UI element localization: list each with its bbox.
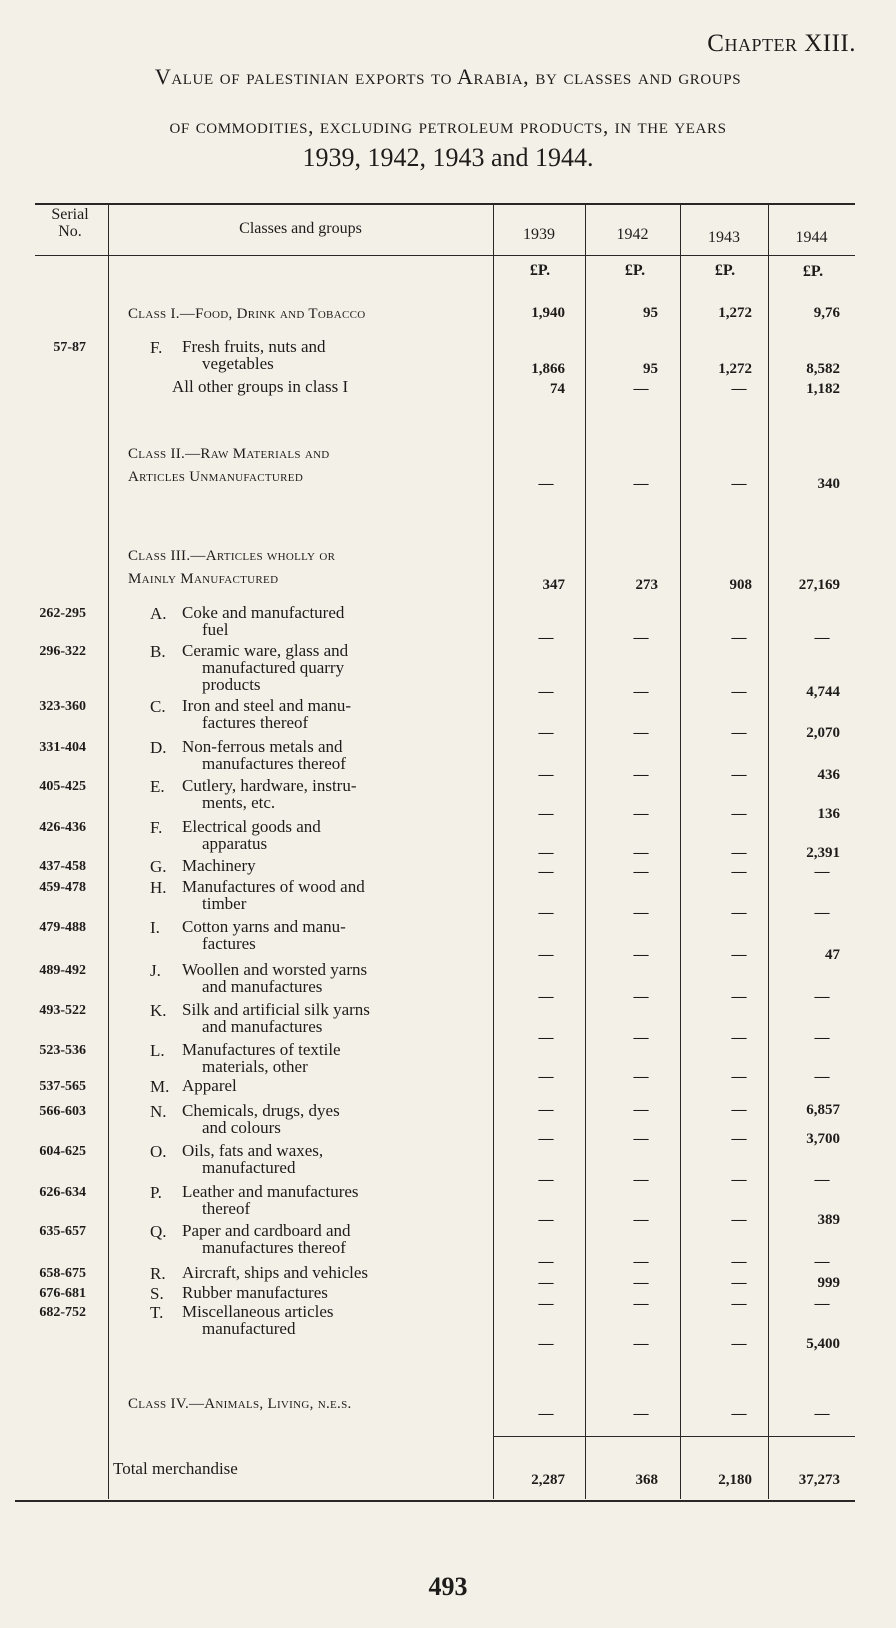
serial-number: 426-436 (39, 820, 86, 835)
value-1942: — (633, 684, 649, 700)
group-label: Woollen and worsted yarns (182, 960, 368, 979)
value-1939: 1,866 (531, 361, 565, 377)
group-label: Manufactures of wood and (182, 877, 365, 896)
value-1944: 136 (817, 806, 840, 822)
group-letter: L. (150, 1041, 165, 1060)
total-label: Total merchandise (113, 1459, 238, 1478)
value-1942: — (633, 806, 649, 822)
group-letter: M. (150, 1077, 170, 1096)
value-1944: 37,273 (798, 1472, 840, 1488)
value-1939: 1,940 (531, 305, 565, 321)
group-label: Electrical goods and (182, 817, 321, 836)
value-1944: 389 (817, 1212, 840, 1228)
value-1942: — (633, 1030, 649, 1046)
value-1944: 436 (817, 767, 840, 783)
serial-number: 626-634 (39, 1185, 86, 1200)
value-1944: 2,070 (806, 725, 840, 741)
group-label: factures thereof (202, 713, 309, 732)
group-label: and colours (202, 1118, 281, 1137)
group-label: manufactures thereof (202, 1238, 346, 1257)
class-heading: Class IV.—Animals, Living, n.e.s. (128, 1396, 352, 1412)
value-1942: — (633, 1069, 649, 1085)
header-year-1944: 1944 (795, 229, 828, 246)
value-1942: — (633, 1212, 649, 1228)
group-label: Cotton yarns and manu- (182, 917, 346, 936)
unit-label: £P. (714, 262, 736, 279)
value-1942: — (633, 1102, 649, 1118)
serial-number: 566-603 (39, 1104, 86, 1119)
group-letter: O. (150, 1142, 167, 1161)
group-letter: T. (150, 1303, 164, 1322)
column-divider (585, 203, 586, 1499)
title-line-2: of commodities, excluding petroleum products, in the years (169, 114, 727, 138)
unit-label: £P. (624, 262, 646, 279)
group-letter: F. (150, 338, 163, 357)
value-1943: — (731, 989, 747, 1005)
chapter-heading: Chapter XIII. (707, 30, 856, 57)
value-1944: — (814, 905, 830, 921)
serial-number: 296-322 (39, 644, 86, 659)
value-1944: 9,76 (813, 305, 840, 321)
value-1942: — (633, 1406, 649, 1422)
group-letter: C. (150, 697, 166, 716)
group-letter: D. (150, 738, 167, 757)
group-label: Oils, fats and waxes, (182, 1141, 324, 1160)
group-label: Manufactures of textile (182, 1040, 341, 1059)
value-1943: — (731, 1406, 747, 1422)
value-1943: — (731, 806, 747, 822)
value-1943: — (731, 1336, 747, 1352)
value-1942: — (633, 1275, 649, 1291)
value-1944: 1,182 (806, 381, 840, 397)
header-serial-line: Serial (51, 206, 89, 223)
class-heading: Class II.—Raw Materials and (128, 446, 330, 462)
table-bottom-rule (15, 1500, 855, 1502)
group-letter: B. (150, 642, 166, 661)
group-label: Aircraft, ships and vehicles (182, 1263, 368, 1282)
value-1943: — (731, 864, 747, 880)
group-label: Machinery (182, 856, 256, 875)
group-label: timber (202, 894, 247, 913)
value-1942: — (633, 1172, 649, 1188)
value-1944: — (814, 1069, 830, 1085)
column-divider (108, 203, 109, 1499)
serial-number: 479-488 (39, 920, 86, 935)
group-label: manufactured (202, 1319, 296, 1338)
value-1939: — (538, 630, 554, 646)
value-1942: — (633, 1254, 649, 1270)
value-1944: — (814, 1030, 830, 1046)
value-1939: — (538, 1254, 554, 1270)
value-1943: 908 (729, 577, 752, 593)
group-letter: G. (150, 857, 167, 876)
header-year-1943: 1943 (708, 229, 740, 246)
group-label: Silk and artificial silk yarns (182, 1000, 370, 1019)
value-1942: — (633, 767, 649, 783)
value-1943: — (731, 1069, 747, 1085)
value-1939: — (538, 1131, 554, 1147)
value-1942: — (633, 1296, 649, 1312)
group-label: apparatus (202, 834, 268, 853)
value-1944: — (814, 989, 830, 1005)
serial-number: 323-360 (39, 699, 86, 714)
group-label: factures (202, 934, 256, 953)
group-label: Chemicals, drugs, dyes (182, 1101, 340, 1120)
value-1943: — (731, 845, 747, 861)
serial-number: 57-87 (53, 340, 86, 355)
serial-number: 493-522 (39, 1003, 86, 1018)
group-label: fuel (202, 620, 229, 639)
value-1944: 2,391 (806, 845, 840, 861)
group-label: manufactured quarry (202, 658, 345, 677)
value-1942: — (633, 1131, 649, 1147)
serial-number: 604-625 (39, 1144, 86, 1159)
unit-label: £P. (802, 263, 824, 280)
value-1939: — (538, 1275, 554, 1291)
header-classes: Classes and groups (239, 220, 362, 237)
value-1943: — (731, 1254, 747, 1270)
value-1939: 2,287 (531, 1472, 565, 1488)
value-1939: — (538, 1030, 554, 1046)
value-1942: — (633, 476, 649, 492)
value-1944: 4,744 (806, 684, 840, 700)
value-1939: 74 (550, 381, 565, 397)
group-label: Iron and steel and manu- (182, 696, 351, 715)
group-label: manufactures thereof (202, 754, 346, 773)
header-serial (35, 206, 105, 240)
value-1943: — (731, 725, 747, 741)
group-label: and manufactures (202, 1017, 323, 1036)
value-1944: 999 (817, 1275, 840, 1291)
value-1943: — (731, 767, 747, 783)
value-1942: — (633, 845, 649, 861)
value-1939: — (538, 767, 554, 783)
serial-number: 658-675 (39, 1266, 86, 1281)
serial-number: 437-458 (39, 859, 86, 874)
value-1944: 5,400 (806, 1336, 840, 1352)
value-1943: — (731, 1275, 747, 1291)
group-label: Fresh fruits, nuts and (182, 337, 326, 356)
value-1943: — (731, 947, 747, 963)
group-label: manufactured (202, 1158, 296, 1177)
value-1942: — (633, 1336, 649, 1352)
value-1939: — (538, 476, 554, 492)
group-label: vegetables (202, 354, 274, 373)
group-label: All other groups in class I (172, 377, 349, 396)
value-1944: 340 (817, 476, 840, 492)
unit-label: £P. (529, 262, 551, 279)
header-year-1942: 1942 (616, 226, 649, 243)
group-label: Non-ferrous metals and (182, 737, 343, 756)
total-rule (493, 1436, 855, 1437)
serial-number: 682-752 (39, 1305, 86, 1320)
value-1942: — (633, 989, 649, 1005)
header-year-1939: 1939 (523, 226, 555, 243)
value-1939: — (538, 1406, 554, 1422)
group-label: Apparel (182, 1076, 237, 1095)
value-1944: — (814, 1296, 830, 1312)
group-letter: J. (150, 961, 161, 980)
value-1939: — (538, 1069, 554, 1085)
group-letter: E. (150, 777, 165, 796)
value-1942: — (633, 947, 649, 963)
value-1943: — (731, 1102, 747, 1118)
group-letter: N. (150, 1102, 167, 1121)
value-1944: 6,857 (806, 1102, 840, 1118)
serial-number: 537-565 (39, 1079, 86, 1094)
value-1942: 368 (635, 1472, 658, 1488)
value-1942: — (633, 725, 649, 741)
value-1943: — (731, 630, 747, 646)
group-label: Ceramic ware, glass and (182, 641, 349, 660)
value-1939: — (538, 989, 554, 1005)
value-1942: 95 (643, 361, 658, 377)
value-1943: — (731, 1212, 747, 1228)
value-1939: — (538, 1172, 554, 1188)
group-label: Miscellaneous articles (182, 1302, 334, 1321)
value-1939: — (538, 725, 554, 741)
group-label: Coke and manufactured (182, 603, 345, 622)
title-line-1: Value of palestinian exports to Arabia, by classes and groups (154, 64, 742, 89)
serial-number: 331-404 (39, 740, 86, 755)
value-1939: — (538, 1296, 554, 1312)
value-1939: — (538, 1336, 554, 1352)
value-1944: 3,700 (806, 1131, 840, 1147)
value-1943: — (731, 1172, 747, 1188)
group-letter: R. (150, 1264, 166, 1283)
value-1942: — (633, 864, 649, 880)
value-1944: — (814, 1254, 830, 1270)
class-heading: Class III.—Articles wholly or (128, 548, 336, 564)
value-1939: — (538, 1102, 554, 1118)
value-1942: — (633, 905, 649, 921)
value-1939: — (538, 806, 554, 822)
page-number: 493 (428, 1572, 468, 1601)
header-serial-line: No. (58, 223, 82, 240)
value-1942: — (633, 381, 649, 397)
value-1944: — (814, 1172, 830, 1188)
column-divider (680, 203, 681, 1499)
table-top-rule (35, 203, 855, 205)
value-1944: 27,169 (798, 577, 840, 593)
value-1943: 1,272 (718, 361, 752, 377)
group-label: Rubber manufactures (182, 1283, 328, 1302)
group-label: Cutlery, hardware, instru- (182, 776, 357, 795)
value-1943: — (731, 684, 747, 700)
value-1939: — (538, 864, 554, 880)
value-1939: — (538, 905, 554, 921)
group-label: products (202, 675, 261, 694)
value-1943: 1,272 (718, 305, 752, 321)
group-label: Leather and manufactures (182, 1182, 359, 1201)
value-1944: — (814, 864, 830, 880)
value-1939: — (538, 845, 554, 861)
value-1939: — (538, 684, 554, 700)
value-1943: — (731, 905, 747, 921)
serial-number: 523-536 (39, 1043, 86, 1058)
class-heading: Articles Unmanufactured (128, 469, 304, 485)
value-1942: 95 (643, 305, 658, 321)
group-letter: P. (150, 1183, 162, 1202)
serial-number: 489-492 (39, 963, 86, 978)
serial-number: 676-681 (39, 1286, 86, 1301)
class-heading: Mainly Manufactured (128, 571, 279, 587)
serial-number: 459-478 (39, 880, 86, 895)
value-1944: 47 (825, 947, 840, 963)
value-1943: — (731, 381, 747, 397)
group-letter: S. (150, 1284, 164, 1303)
group-letter: I. (150, 918, 160, 937)
value-1944: — (814, 630, 830, 646)
value-1943: — (731, 1030, 747, 1046)
value-1942: — (633, 630, 649, 646)
value-1943: — (731, 1131, 747, 1147)
value-1944: 8,582 (806, 361, 840, 377)
group-letter: Q. (150, 1222, 167, 1241)
serial-number: 405-425 (39, 779, 86, 794)
class-heading: Class I.—Food, Drink and Tobacco (128, 306, 366, 322)
value-1943: — (731, 1296, 747, 1312)
header-rule (35, 255, 855, 256)
group-letter: H. (150, 878, 167, 897)
title-line-3: 1939, 1942, 1943 and 1944. (302, 143, 594, 172)
group-label: Paper and cardboard and (182, 1221, 351, 1240)
group-label: ments, etc. (202, 793, 276, 812)
group-label: and manufactures (202, 977, 323, 996)
group-label: thereof (202, 1199, 251, 1218)
serial-number: 262-295 (39, 606, 86, 621)
value-1943: — (731, 476, 747, 492)
serial-number: 635-657 (39, 1224, 86, 1239)
group-letter: A. (150, 604, 167, 623)
value-1939: — (538, 1212, 554, 1228)
value-1943: 2,180 (718, 1472, 752, 1488)
group-label: materials, other (202, 1057, 308, 1076)
value-1944: — (814, 1406, 830, 1422)
group-letter: F. (150, 818, 163, 837)
value-1939: 347 (542, 577, 565, 593)
value-1942: 273 (635, 577, 658, 593)
value-1939: — (538, 947, 554, 963)
group-letter: K. (150, 1001, 167, 1020)
